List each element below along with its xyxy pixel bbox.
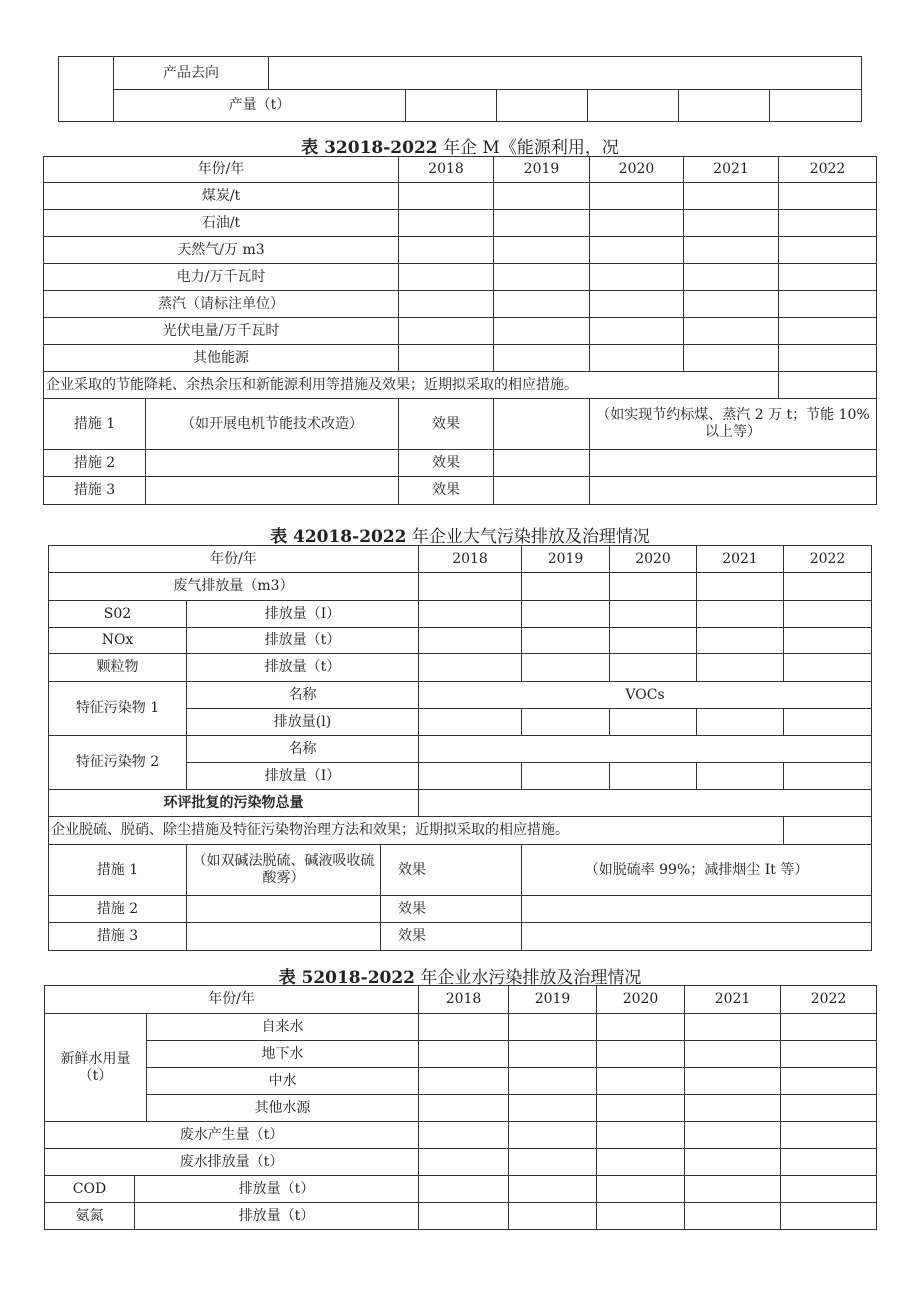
ammonia-emission-label: 排放量（t） (135, 1203, 419, 1230)
effect-label: 效果 (381, 845, 522, 896)
year-2022: 2022 (781, 986, 877, 1014)
exhaust-volume-label: 废气排放量（m3） (49, 573, 419, 601)
measure-1-example[interactable]: （如开展电机节能技术改造） (146, 399, 399, 450)
year-2020: 2020 (597, 986, 685, 1014)
characteristic-pollutant-2-label: 特征污染物 2 (49, 736, 187, 790)
pollutant-1-emission-label: 排放量(l) (187, 709, 419, 736)
tap-water-label: 自来水 (147, 1014, 419, 1041)
measure-1-example[interactable]: （如双碱法脱硫、碱液吸收硫酸雾） (187, 845, 381, 896)
table-3-caption: 表 32018-2022 年企 M《能源利用，况 (301, 138, 619, 158)
year-2021: 2021 (697, 546, 784, 573)
year-header: 年份/年 (49, 546, 419, 573)
cod-emission-label: 排放量（t） (135, 1176, 419, 1203)
groundwater-label: 地下水 (147, 1041, 419, 1068)
effect-label: 效果 (399, 450, 494, 477)
effect-label: 效果 (381, 896, 522, 923)
measure-1-label: 措施 1 (44, 399, 146, 450)
output-label: 产量（t） (114, 90, 406, 122)
fresh-water-label: 新鲜水用量（t） (45, 1014, 147, 1122)
row-steam: 蒸汽（请标注单位） (44, 291, 399, 318)
product-destination-label: 产品去向 (114, 57, 269, 90)
ammonia-nitrogen-label: 氨氮 (45, 1203, 135, 1230)
row-pv: 光伏电量/万千瓦时 (44, 318, 399, 345)
characteristic-pollutant-1-label: 特征污染物 1 (49, 682, 187, 736)
pollutant-2-name-value[interactable] (419, 736, 872, 763)
year-2021: 2021 (684, 157, 779, 183)
measure-1-effect-example[interactable]: （如实现节约标煤、蒸汽 2 万 t；节能 10%以上等） (590, 399, 877, 450)
effect-label: 效果 (399, 399, 494, 450)
nox-emission-label: 排放量（t） (187, 628, 419, 654)
measure-1-effect-example[interactable]: （如脱硫率 99%；减排烟尘 It 等） (522, 845, 872, 896)
pollutant-1-name-value[interactable]: VOCs (419, 682, 872, 709)
year-2021: 2021 (685, 986, 781, 1014)
year-2019: 2019 (522, 546, 610, 573)
pollutant-2-emission-label: 排放量（I） (187, 763, 419, 790)
row-natural-gas: 天然气/万 m3 (44, 237, 399, 264)
energy-use-table (43, 156, 877, 505)
measure-3-label: 措施 3 (49, 923, 187, 951)
year-2019: 2019 (494, 157, 590, 183)
effect-label: 效果 (399, 477, 494, 505)
year-header: 年份/年 (44, 157, 399, 183)
air-measures-description: 企业脱硫、脱硝、除尘措施及特征污染物治理方法和效果；近期拟采取的相应措施。 (49, 817, 784, 845)
effect-label: 效果 (381, 923, 522, 951)
wastewater-generated-label: 废水产生量（t） (45, 1122, 419, 1149)
year-2022: 2022 (784, 546, 872, 573)
so2-emission-label: 排放量（I） (187, 601, 419, 628)
air-pollution-table (48, 545, 872, 951)
year-header: 年份/年 (45, 986, 419, 1014)
other-water-label: 其他水源 (147, 1095, 419, 1122)
so2-label: S02 (49, 601, 187, 628)
name-label: 名称 (187, 682, 419, 709)
measure-3-label: 措施 3 (44, 477, 146, 505)
top-fragment-table (58, 56, 862, 122)
measure-1-label: 措施 1 (49, 845, 187, 896)
name-label: 名称 (187, 736, 419, 763)
row-coal: 煤炭/t (44, 183, 399, 210)
row-electricity: 电力/万千瓦时 (44, 264, 399, 291)
year-2018: 2018 (419, 546, 522, 573)
reclaimed-water-label: 中水 (147, 1068, 419, 1095)
year-2018: 2018 (419, 986, 509, 1014)
measure-2-label: 措施 2 (49, 896, 187, 923)
measure-2-label: 措施 2 (44, 450, 146, 477)
pm-label: 颗粒物 (49, 654, 187, 682)
nox-label: NOx (49, 628, 187, 654)
cod-label: COD (45, 1176, 135, 1203)
energy-measures-description: 企业采取的节能降耗、余热余压和新能源利用等措施及效果；近期拟采取的相应措施。 (44, 372, 779, 399)
year-2022: 2022 (779, 157, 877, 183)
table-4-caption: 表 42018-2022 年企业大气污染排放及治理情况 (270, 527, 650, 547)
wastewater-discharged-label: 废水排放量（t） (45, 1149, 419, 1176)
approved-total-label: 环评批复的污染物总量 (49, 790, 419, 817)
row-other-energy: 其他能源 (44, 345, 399, 372)
year-2019: 2019 (509, 986, 597, 1014)
year-2018: 2018 (399, 157, 494, 183)
product-destination-value[interactable] (269, 57, 862, 90)
year-2020: 2020 (590, 157, 684, 183)
water-pollution-table (44, 985, 877, 1230)
table-5-caption: 表 52018-2022 年企业水污染排放及治理情况 (278, 968, 642, 988)
blank-cell (59, 57, 114, 122)
pm-emission-label: 排放量（t） (187, 654, 419, 682)
year-2020: 2020 (610, 546, 697, 573)
row-oil: 石油/t (44, 210, 399, 237)
approved-total-value[interactable] (419, 790, 872, 817)
